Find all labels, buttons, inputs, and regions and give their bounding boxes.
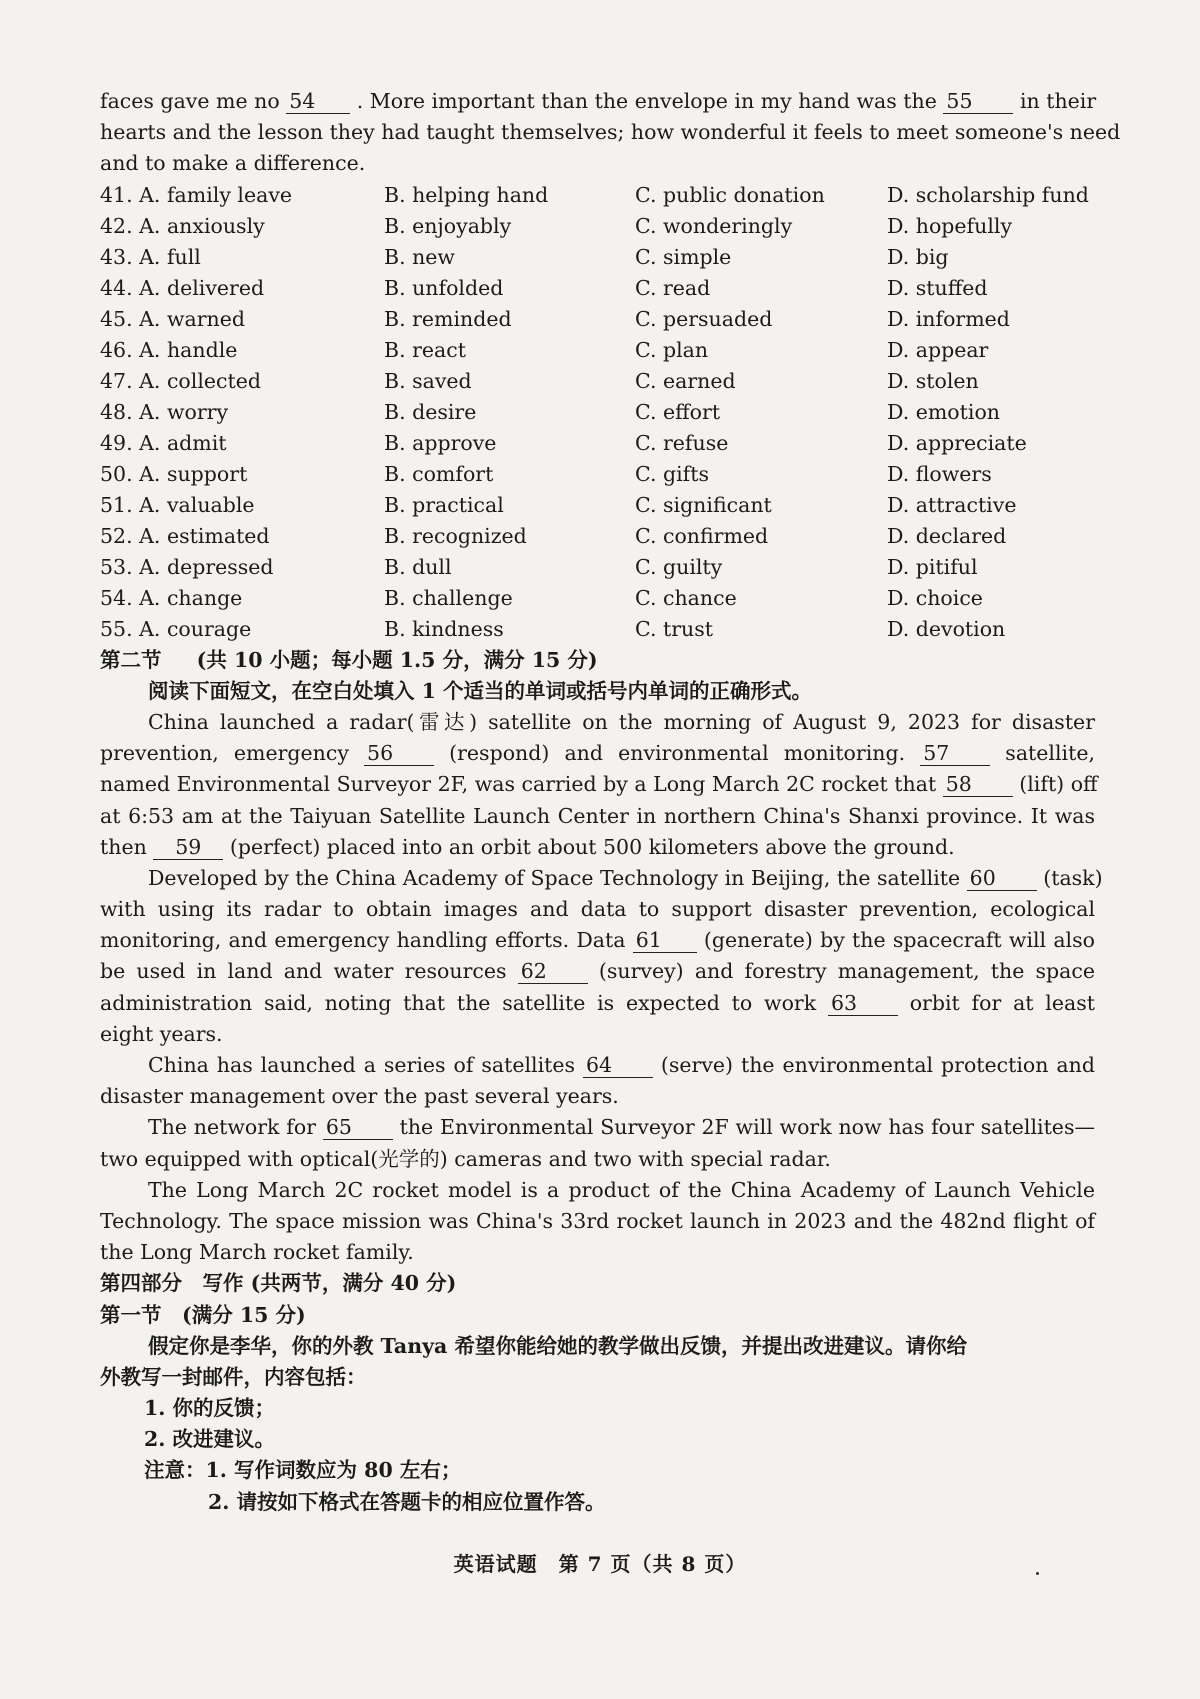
passage-line [100,707,1095,738]
option-c: C. confirmed [635,523,769,548]
option-d: D. declared [887,523,1007,548]
option-a: 52. A. estimated [100,523,270,548]
option-c: C. chance [635,585,737,610]
blank-65: 65 [323,1115,393,1140]
task-item [100,1393,1095,1424]
option-a: 47. A. collected [100,368,261,393]
option-c: C. persuaded [635,306,773,331]
passage-line [100,738,1095,769]
option-d: D. devotion [887,616,1006,641]
passage-text: and to make a difference. [100,151,366,176]
blank-56: 56 [364,741,434,766]
blank-54: 54 [286,89,350,114]
option-c: C. public donation [635,182,825,207]
option-d: D. scholarship fund [887,182,1089,207]
task-line [100,1331,1095,1362]
option-b: B. challenge [384,585,513,610]
option-c: C. trust [635,616,713,641]
passage-line [100,1112,1095,1143]
blank-58: 58 [943,772,1013,797]
option-a: 42. A. anxiously [100,213,265,238]
passage-text: the Long March rocket family. [100,1240,414,1265]
section2-instruction-line [100,676,1095,707]
passage-text: two equipped with optical(光学的) cameras and two with special radar. [100,1146,831,1171]
scan-speck [1036,1572,1039,1575]
option-a: 51. A. valuable [100,492,255,517]
task-item-text: 1. 你的反馈； [144,1396,276,1421]
option-b: B. reminded [384,306,512,331]
passage-text: faces gave me no [100,89,280,113]
passage-text: disaster management over the past several years. [100,1084,619,1109]
passage-text: China launched a radar(雷达) satellite on the morning of August 9, 2023 for disaster [148,709,1095,734]
passage-line [100,769,1098,800]
passage-line [100,863,1103,894]
passage-line [100,894,1095,925]
note-text: 注意：1. 写作词数应为 80 左右； [144,1458,462,1483]
option-d: D. appreciate [887,430,1027,455]
option-c: C. wonderingly [635,213,793,238]
passage-text: prevention, emergency [100,741,349,766]
option-a: 50. A. support [100,461,248,486]
option-row-43 [100,242,1095,273]
passage-text: hearts and the lesson they had taught themselves; how wonderful it feels to meet someone's need [100,120,1121,145]
option-row-46 [100,335,1095,366]
blank-55: 55 [943,89,1013,114]
blank-63: 63 [828,991,898,1016]
option-d: D. flowers [887,461,992,486]
passage-line [100,988,1095,1019]
option-a: 46. A. handle [100,337,238,362]
option-c: C. refuse [635,430,729,455]
part4-heading [100,1268,1095,1299]
option-b: B. helping hand [384,182,549,207]
option-c: C. read [635,275,711,300]
passage-text: (serve) the environmental protection and [660,1053,1095,1077]
passage-line [100,1144,1095,1175]
option-b: B. new [384,244,455,269]
option-a: 55. A. courage [100,616,252,641]
option-c: C. earned [635,368,736,393]
passage-text: eight years. [100,1021,223,1046]
passage-text: China has launched a series of satellites [148,1053,576,1077]
part4-section1-heading [100,1300,1095,1331]
blank-60: 60 [967,866,1037,891]
passage-line [100,832,1095,863]
page-content [100,86,1121,1518]
passage-line [100,148,1095,179]
passage-line [100,801,1095,832]
option-row-41 [100,180,1095,211]
passage-text: monitoring, and emergency handling efforts. Data [100,928,626,953]
passage-text: . More important than the envelope in my hand was the [356,89,937,113]
option-a: 53. A. depressed [100,554,274,579]
option-d: D. informed [887,306,1010,331]
passage-text: (lift) off [1019,772,1098,797]
passage-text: (survey) and forestry management, the space [598,959,1095,984]
task-item [100,1424,1095,1455]
task-text: 外教写一封邮件，内容包括： [100,1364,367,1389]
option-a: 49. A. admit [100,430,227,455]
options-list [100,180,1095,645]
note-line [100,1455,1095,1486]
blank-61: 61 [633,928,697,953]
passage-line [100,925,1095,956]
passage-line [100,956,1095,987]
passage-line [100,117,1121,148]
option-b: B. practical [384,492,504,517]
passage-text: be used in land and water resources [100,959,507,984]
passage-line [100,1237,1095,1268]
option-d: D. hopefully [887,213,1013,238]
passage-text: Technology. The space mission was China's 33rd rocket launch in 2023 and the 482nd flight of [100,1208,1095,1233]
option-d: D. emotion [887,399,1000,424]
option-row-45 [100,304,1095,335]
option-b: B. enjoyably [384,213,512,238]
option-d: D. pitiful [887,554,978,579]
option-row-50 [100,459,1095,490]
option-a: 44. A. delivered [100,275,265,300]
passage-line [100,86,1095,117]
option-b: B. kindness [384,616,504,641]
option-a: 41. A. family leave [100,182,293,207]
blank-62: 62 [518,959,588,984]
section2-title: 第二节 [100,647,162,672]
passage-text: at 6:53 am at the Taiyuan Satellite Launch Center in northern China's Shanxi province. It was [100,803,1095,828]
option-b: B. react [384,337,466,362]
task-item-text: 2. 改进建议。 [144,1427,276,1452]
option-row-48 [100,397,1095,428]
section2-instruction: 阅读下面短文，在空白处填入 1 个适当的单词或括号内单词的正确形式。 [148,678,813,703]
option-a: 48. A. worry [100,399,229,424]
option-d: D. attractive [887,492,1017,517]
passage-text: the Environmental Surveyor 2F will work now has four satellites— [399,1115,1095,1140]
option-c: C. significant [635,492,772,517]
option-row-42 [100,211,1095,242]
option-c: C. effort [635,399,721,424]
option-c: C. simple [635,244,732,269]
note-line [100,1487,1095,1518]
option-b: B. desire [384,399,477,424]
passage-text: satellite, [1005,741,1095,766]
section2-heading [100,645,1095,676]
blank-64: 64 [583,1053,653,1078]
passage-text: The Long March 2C rocket model is a product of the China Academy of Launch Vehicle [148,1177,1095,1202]
option-row-52 [100,521,1095,552]
part4-section1-title: 第一节 (满分 15 分) [100,1302,306,1327]
task-text: 假定你是李华，你的外教 Tanya 希望你能给她的教学做出反馈，并提出改进建议。请你给 [148,1333,967,1358]
option-a: 43. A. full [100,244,201,269]
passage-text: (perfect) placed into an orbit about 500 kilometers above the ground. [229,834,955,859]
option-row-54 [100,583,1095,614]
part4-title: 第四部分 写作 (共两节，满分 40 分) [100,1271,457,1296]
option-c: C. plan [635,337,709,362]
option-d: D. big [887,244,949,269]
passage-text: (respond) and environmental monitoring. [449,741,906,766]
option-row-44 [100,273,1095,304]
passage-text: in their [1019,89,1097,113]
passage-text: (task) [1043,865,1103,890]
option-b: B. unfolded [384,275,504,300]
passage-text: Developed by the China Academy of Space Technology in Beijing, the satellite [148,865,961,890]
option-b: B. approve [384,430,497,455]
option-row-55 [100,614,1095,645]
passage-text: with using its radar to obtain images and data to support disaster prevention, ecological [100,897,1095,922]
passage-text: then [100,834,147,859]
passage-text: (generate) by the spacecraft will also [703,928,1095,953]
option-a: 54. A. change [100,585,243,610]
task-line [100,1362,1095,1393]
option-b: B. dull [384,554,452,579]
blank-57: 57 [920,741,990,766]
option-d: D. choice [887,585,983,610]
option-c: C. gifts [635,461,710,486]
option-d: D. stolen [887,368,979,393]
option-a: 45. A. warned [100,306,245,331]
note-text: 2. 请按如下格式在答题卡的相应位置作答。 [208,1489,606,1514]
option-b: B. comfort [384,461,494,486]
option-row-47 [100,366,1095,397]
option-d: D. appear [887,337,989,362]
option-row-53 [100,552,1095,583]
page-footer: 英语试题 第 7 页（共 8 页） [453,1552,747,1576]
option-b: B. recognized [384,523,527,548]
option-row-51 [100,490,1095,521]
option-d: D. stuffed [887,275,988,300]
option-c: C. guilty [635,554,723,579]
option-row-49 [100,428,1095,459]
passage-line [100,1050,1095,1081]
passage-line [100,1206,1095,1237]
passage-text: The network for [148,1115,317,1140]
option-b: B. saved [384,368,472,393]
passage-line [100,1019,1095,1050]
passage-text: orbit for at least [909,990,1095,1015]
section2-score: (共 10 小题；每小题 1.5 分，满分 15 分) [196,647,598,672]
passage-line [100,1175,1095,1206]
blank-59: 59 [153,835,223,860]
passage-text: named Environmental Surveyor 2F, was carried by a Long March 2C rocket that [100,772,937,797]
passage-text: administration said, noting that the satellite is expected to work [100,990,817,1015]
passage-line [100,1081,1095,1112]
